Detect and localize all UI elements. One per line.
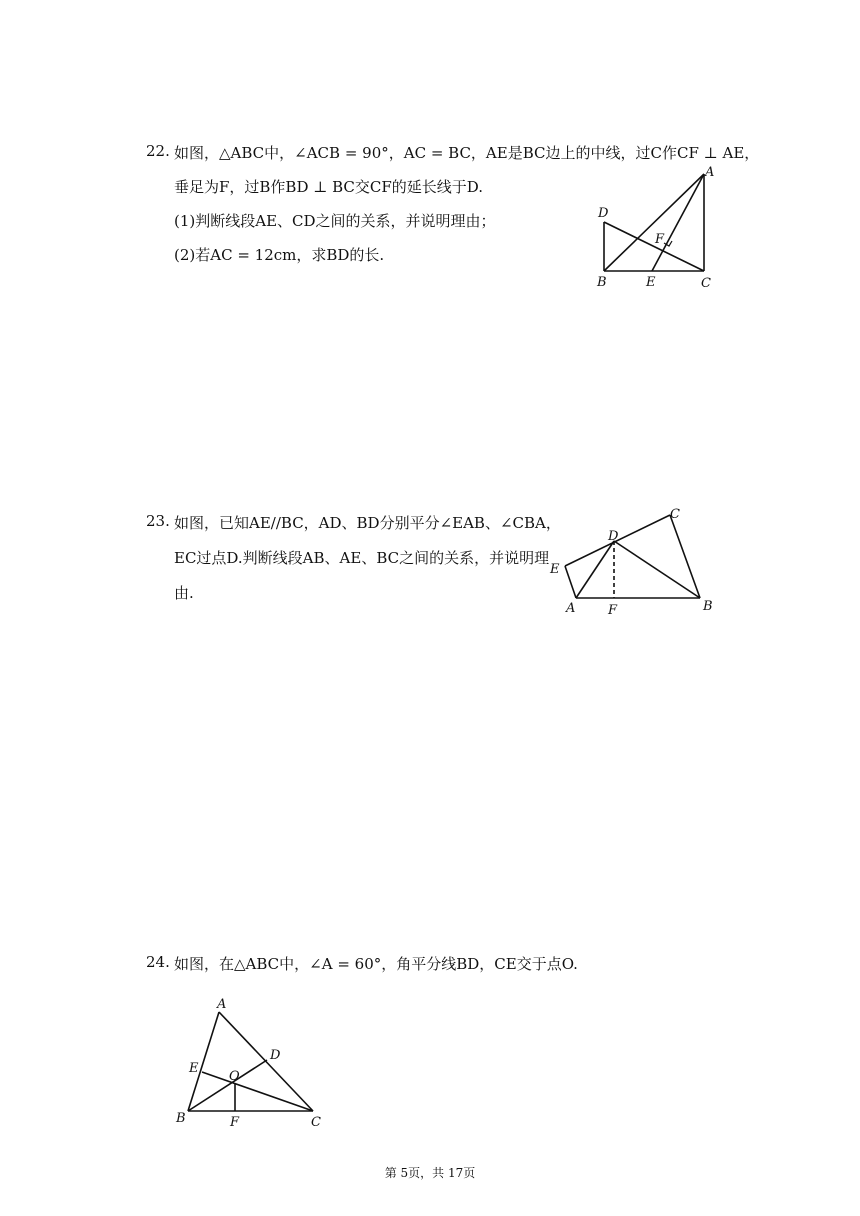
label-E: E [646,275,656,290]
label-C: C [701,276,711,291]
label-B: B [597,275,607,290]
question-text-line: 如图，△ABC中，∠ACB = 90°，AC = BC，AE是BC边上的中线，过C作CF ⊥ AE， [174,144,760,162]
label-A: A [217,997,227,1012]
question-subpart-1: (1)判断线段AE、CD之间的关系，并说明理由； [174,212,496,230]
question-text-line: 如图，在△ABC中，∠A = 60°，角平分线BD，CE交于点O. [174,955,578,973]
label-A: A [566,601,576,616]
label-D: D [270,1048,281,1063]
label-A: A [705,165,715,180]
question-text-line: 由. [174,584,194,602]
label-D: D [598,206,609,221]
label-F: F [655,232,665,247]
page-footer: 第 5页，共 17页 [384,1166,476,1180]
question-text-line: 垂足为F，过B作BD ⊥ BC交CF的延长线于D. [174,178,484,196]
question-text-line: EC过点D.判断线段AB、AE、BC之间的关系，并说明理 [174,549,550,567]
label-E: E [189,1061,199,1076]
label-E: E [550,562,560,577]
label-B: B [703,599,713,614]
label-F: F [608,603,618,618]
question-text-line: 如图，已知AE//BC，AD、BD分别平分∠EAB、∠CBA， [174,514,561,532]
label-D: D [608,529,619,544]
question-number: 24. [146,953,170,971]
question-subpart-2: (2)若AC = 12cm，求BD的长. [174,246,385,264]
question-number: 23. [146,512,170,530]
label-C: C [670,507,680,522]
label-B: B [176,1111,186,1126]
label-O: O [229,1069,240,1084]
label-C: C [311,1115,321,1130]
label-F: F [230,1115,240,1130]
question-number: 22. [146,142,170,160]
